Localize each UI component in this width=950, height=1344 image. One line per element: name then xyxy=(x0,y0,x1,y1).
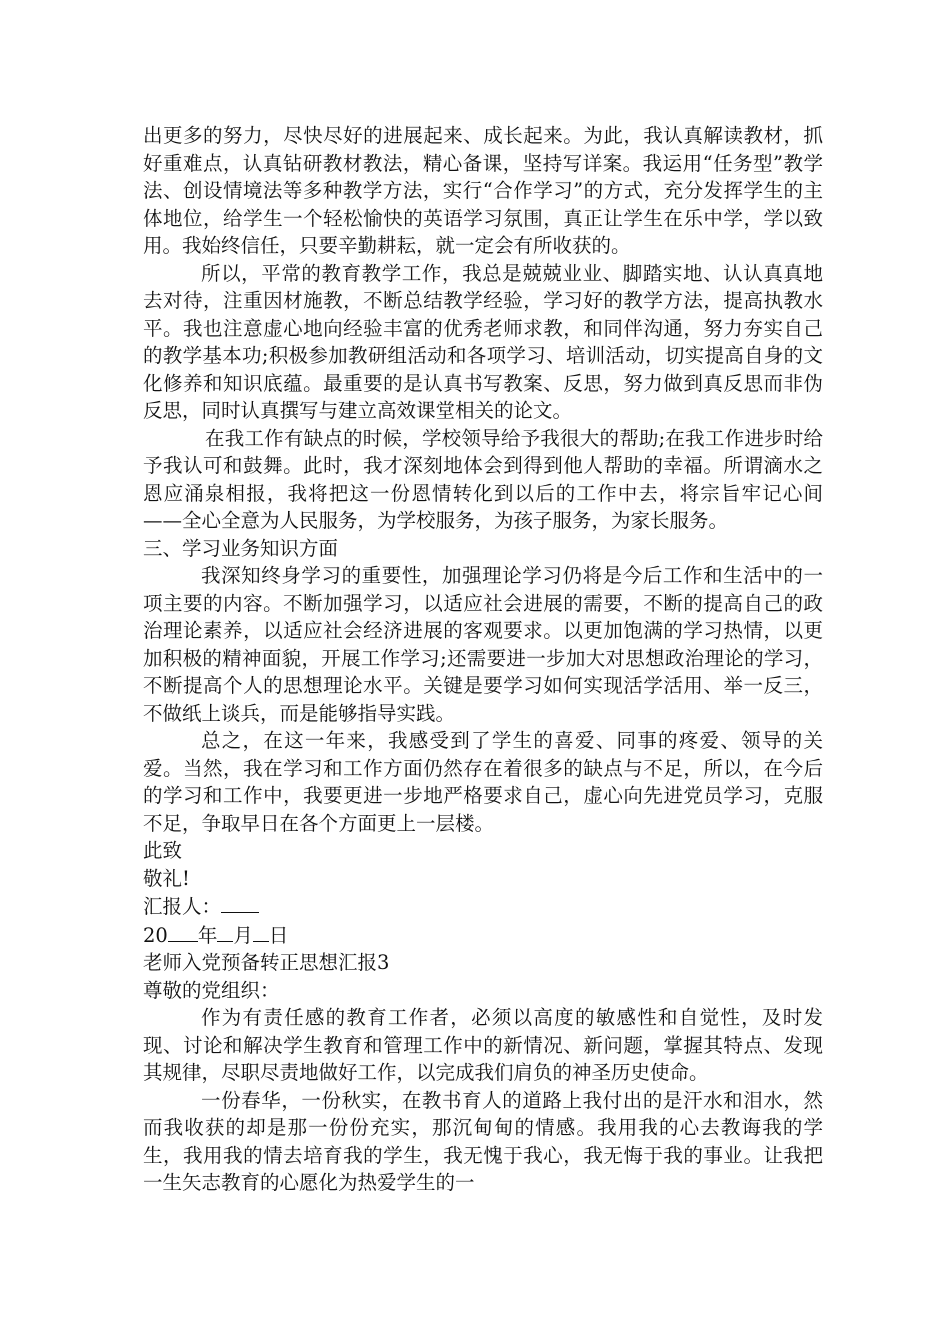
date-year-label: 年 xyxy=(197,923,218,947)
paragraph-daily-work: 所以，平常的教育教学工作，我总是兢兢业业、脚踏实地、认认真真地去对待，注重因材施教，不断总结教学经验，学习好的教学方法，提高执教水平。我也注意虚心地向经验丰富的优秀老师求教，和同伴沟通，努力夯实自己的教学基本功;积极参加教研组活动和各项学习、培训活动，切实提高自身的文化修养和知识底蕴。最重要的是认真书写教案、反思，努力做到真反思而非伪反思，同时认真撰写与建立高效课堂相关的论文。 xyxy=(143,261,823,422)
report-title: 老师入党预备转正思想汇报3 xyxy=(143,951,390,974)
reporter-label: 汇报人： xyxy=(143,895,222,918)
date-line xyxy=(143,921,823,950)
paragraph-summary: 总之，在这一年来，我感受到了学生的喜爱、同事的疼爱、领导的关爱。当然，我在学习和工作方面仍然存在着很多的缺点与不足，所以，在今后的学习和工作中，我要更进一步地严格要求自己，虚心向先进党员学习，克服不足，争取早日在各个方面更上一层楼。 xyxy=(143,729,823,835)
date-month-label: 月 xyxy=(233,923,253,947)
paragraph-spring-autumn: 一份春华，一份秋实，在教书育人的道路上我付出的是汗水和泪水，然而我收获的却是那一份份充实，那沉甸甸的情感。我用我的心去教诲我的学生，我用我的情去培育我的学生，我无愧于我心，我无悔于我的事业。让我把一生矢志教育的心愿化为热爱学生的一 xyxy=(143,1088,823,1194)
document-page xyxy=(143,122,823,1197)
closing-salutation: 此致 xyxy=(143,839,183,862)
reporter-line xyxy=(143,892,823,921)
closing-regards: 敬礼! xyxy=(143,866,190,890)
date-day-blank xyxy=(253,921,269,942)
paragraph-responsibility: 作为有责任感的教育工作者，必须以高度的敏感性和自觉性，及时发现、讨论和解决学生教育和管理工作中的新情况、新问题，掌握其特点、发现其规律，尽职尽责地做好工作，以完成我们肩负的神圣历史使命。 xyxy=(143,1006,823,1084)
date-year-blank xyxy=(168,921,198,942)
report-greeting: 尊敬的党组织： xyxy=(143,978,280,1002)
paragraph-lifelong-learning: 我深知终身学习的重要性，加强理论学习仍将是今后工作和生活中的一项主要的内容。不断加强学习，以适应社会进展的需要，不断的提高自己的政治理论素养，以适应社会经济进展的客观要求。以更加饱满的学习热情，以更加积极的精神面貌，开展工作学习;还需要进一步加大对思想政治理论的学习，不断提高个人的思想理论水平。关键是要学习如何实现活学活用、举一反三，不做纸上谈兵，而是能够指导实践。 xyxy=(143,564,823,725)
date-year-prefix: 20 xyxy=(143,923,168,947)
reporter-name-blank xyxy=(221,892,259,913)
section-heading-learning: 三、学习业务知识方面 xyxy=(143,536,339,560)
paragraph-leadership-help: 在我工作有缺点的时候，学校领导给予我很大的帮助;在我工作进步时给予我认可和鼓舞。此时，我才深刻地体会到得到他人帮助的幸福。所谓滴水之恩应涌泉相报，我将把这一份恩情转化到以后的工作中去，将宗旨牢记心间——全心全意为人民服务，为学校服务，为孩子服务，为家长服务。 xyxy=(143,426,823,532)
date-day-label: 日 xyxy=(268,923,289,947)
date-month-blank xyxy=(217,921,233,942)
paragraph-teaching-effort: 出更多的努力，尽快尽好的进展起来、成长起来。为此，我认真解读教材，抓好重难点，认真钻研教材教法，精心备课，坚持写详案。我运用“任务型”教学法、创设情境法等多种教学方法，实行“合作学习”的方式，充分发挥学生的主体地位，给学生一个轻松愉快的英语学习氛围，真正让学生在乐中学，学以致用。我始终信任，只要辛勤耕耘，就一定会有所收获的。 xyxy=(143,124,823,257)
